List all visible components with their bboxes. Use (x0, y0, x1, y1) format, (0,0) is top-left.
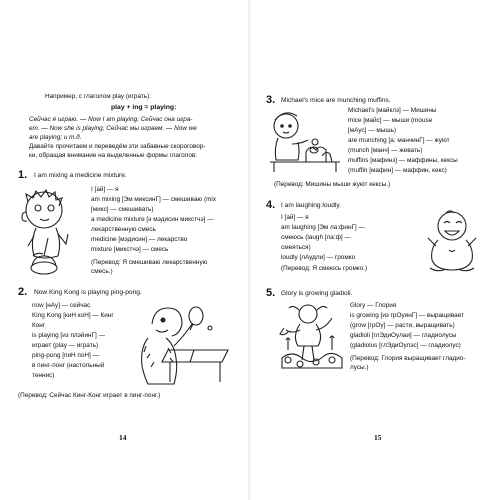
exercise-2-vocab-1: now [нАу] — сейчас (32, 302, 91, 309)
exercise-3-vocab-7: (muffin [мафин] — маффин, кекс) (348, 167, 447, 174)
exercise-2-vocab-7: в пинг-понг (настольный (32, 362, 105, 369)
exercise-1-vocab-6: medicine [мэдисин] — лекарство (91, 236, 188, 243)
intro-line-5: are playing; и т.д. (29, 134, 82, 141)
exercise-2-vocab-5: играет (play — играть) (32, 342, 99, 349)
king-kong-ping-pong-illustration (132, 300, 232, 388)
exercise-5-vocab-5: (gladiolus [глЭдиОулэс] — гладиолус) (350, 342, 461, 349)
intro-line-3: Сейчас я играю. — Now I am playing; Сейчас она игра- (29, 116, 193, 123)
exercise-5-vocab-3: (grow [грОу] — расти, выращивать) (350, 322, 455, 329)
exercise-4-vocab-2: am laughing [Эм ла:финГ] — (281, 224, 365, 231)
exercise-3-vocab-4: are munching [a: манчинГ] — жуют (348, 137, 450, 144)
exercise-5-sentence: Glory is growing gladioli. (281, 290, 353, 297)
exercise-1-vocab-2: am mixing [Эм миксинГ] — смешиваю (mix (91, 196, 217, 203)
exercise-1-vocab-1: I [ай] — я (91, 186, 119, 193)
exercise-3-number: 3. (266, 94, 276, 106)
exercise-4-number: 4. (266, 199, 276, 211)
exercise-3-vocab-3: [мАус] — мышь) (348, 127, 396, 134)
exercise-1-translation-1: (Перевод: Я смешиваю лекарственную (91, 259, 208, 266)
exercise-3-vocab-6: muffins [мафинз] — маффины, кексы (348, 157, 458, 164)
exercise-3-vocab-1: Michael's [майклз] — Мишины (348, 107, 437, 114)
exercise-2-vocab-6: ping-pong [пиН поН] — (32, 352, 99, 359)
page-number-right: 15 (374, 433, 382, 442)
exercise-2-vocab-4: is playing [из плэйинГ] — (32, 332, 105, 339)
exercise-5-translation-1: (Перевод: Глория выращивает гладио- (350, 355, 466, 362)
exercise-3-vocab-2: mice [майс] — мыши (mouse (348, 117, 433, 124)
exercise-3-translation: (Перевод: Мишины мыши жуют кексы.) (274, 181, 391, 188)
exercise-1-vocab-7: mixture [микстчэ] — смесь (91, 246, 169, 253)
exercise-5-vocab-1: Glory — Глория (350, 302, 397, 309)
exercise-5-number: 5. (266, 287, 276, 299)
intro-line-4: ет. — Now she is playing; Сейчас мы играем. — Now we (29, 125, 197, 132)
exercise-4-vocab-4: смеяться) (281, 244, 311, 251)
intro-line-6: Давайте прочитаем и переведём эти забавные скороговор- (29, 143, 206, 150)
exercise-2-vocab-8: теннис) (32, 372, 55, 379)
exercise-1-translation-2: смесь.) (91, 268, 113, 275)
exercise-1-vocab-5: лекарственную смесь (91, 226, 156, 233)
exercise-1-vocab-4: a medicine mixture [э мэдисин микстчэ] — (91, 216, 214, 223)
exercise-3-vocab-5: (munch [манч] — жевать) (348, 147, 423, 154)
exercise-2-sentence: Now King Kong is playing ping-pong. (34, 289, 142, 296)
exercise-2-vocab-3: Конг (32, 322, 46, 329)
exercise-5-vocab-2: is growing [из грОуинГ] — выращивает (350, 312, 464, 319)
exercise-2-translation: (Перевод: Сейчас Кинг-Конг играет в пинг-понг.) (18, 392, 161, 399)
exercise-5-translation-2: лусы.) (350, 364, 369, 371)
exercise-1-vocab-3: [микс] — смешивать) (91, 206, 154, 213)
exercise-1-sentence: I am mixing a medicine mixture. (34, 172, 127, 179)
exercise-4-vocab-3: смеюсь (laugh [ла:ф] — (281, 234, 351, 241)
exercise-4-translation: (Перевод: Я смеюсь громко.) (281, 265, 368, 272)
girl-growing-flowers-illustration (276, 300, 348, 380)
exercise-2-vocab-2: King Kong [киН коН] — Кинг (32, 312, 114, 319)
exercise-5-vocab-4: gladioli [глЭдиОулаи] — гладиолусы (350, 332, 457, 339)
boy-with-mice-illustration (260, 104, 345, 176)
right-page (250, 0, 500, 500)
intro-formula: play + ing = playing: (111, 104, 177, 111)
exercise-2-number: 2. (18, 286, 28, 298)
exercise-4-vocab-5: loudly [лАудли] — громко (281, 254, 356, 261)
intro-line-1: Например, с глаголом play (играть): (45, 93, 152, 100)
exercise-1-number: 1. (18, 169, 28, 181)
exercise-4-vocab-1: I [ай] — я (281, 214, 309, 221)
page-number-left: 14 (119, 433, 127, 442)
intro-line-7: ки, обращая внимание на выделенные формы глаголов: (29, 152, 198, 159)
child-mixing-illustration (14, 186, 84, 281)
exercise-4-sentence: I am laughing loudly. (281, 202, 341, 209)
laughing-baby-illustration (418, 206, 486, 276)
exercise-3-sentence: Michael's mice are munching muffins. (281, 97, 391, 104)
